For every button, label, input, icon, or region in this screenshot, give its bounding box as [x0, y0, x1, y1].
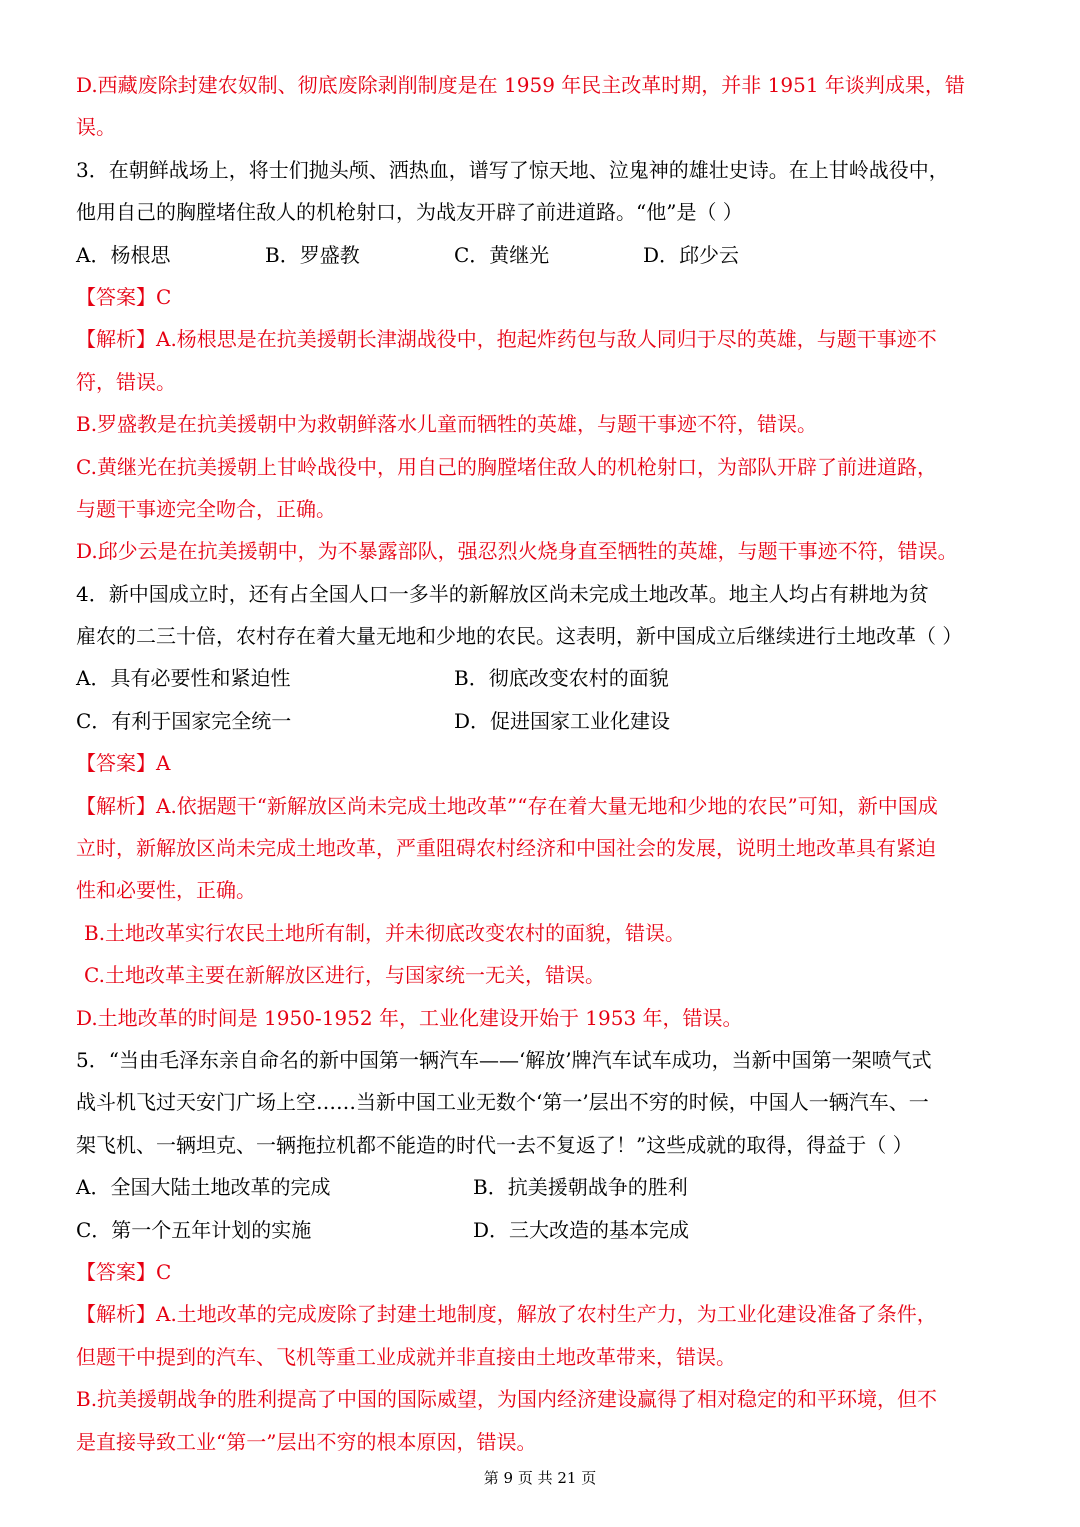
page-footer: 第 9 页 共 21 页 [483, 1469, 597, 1487]
explanation-line: D.西藏废除封建农奴制、彻底废除剥削制度是在 1959 年民主改革时期，并非 1951 年谈判成果，错 [76, 73, 965, 97]
explanation-line: 但题干中提到的汽车、飞机等重工业成就并非直接由土地改革带来，错误。 [76, 1344, 736, 1369]
option-d: D．三大改造的基本完成 [473, 1217, 690, 1242]
option-b: B．抗美援朝战争的胜利 [473, 1175, 688, 1200]
question-5-options [76, 1166, 1008, 1208]
option-a: A．具有必要性和紧迫性 [76, 666, 291, 691]
explanation-line: 符，错误。 [76, 369, 176, 394]
explanation-line: B.土地改革实行农民土地所有制，并未彻底改变农村的面貌，错误。 [84, 920, 686, 945]
option-d: D．邱少云 [643, 242, 740, 267]
explanation-line: 【解析】A.土地改革的完成废除了封建土地制度，解放了农村生产力，为工业化建设准备了条件， [76, 1302, 937, 1327]
question-4-options [76, 657, 1008, 699]
explanation-line: D.土地改革的时间是 1950-1952 年，工业化建设开始于 1953 年，错误。 [76, 1005, 743, 1030]
question-3-options [76, 234, 1008, 276]
question-5-stem: 战斗机飞过天安门广场上空……当新中国工业无数个‘第一’层出不穷的时候，中国人一辆汽车、一 [76, 1090, 929, 1115]
document-page [76, 64, 1008, 1463]
explanation-line: D.邱少云是在抗美援朝中，为不暴露部队，强忍烈火烧身直至牺牲的英雄，与题干事迹不符，错误。 [76, 539, 958, 564]
question-5-stem: 5．“当由毛泽东亲自命名的新中国第一辆汽车——‘解放’牌汽车试车成功，当新中国第一架喷气式 [76, 1047, 932, 1072]
option-c: C．黄继光 [454, 242, 550, 267]
option-a: A．杨根思 [76, 242, 171, 267]
question-4-stem: 4．新中国成立时，还有占全国人口一多半的新解放区尚未完成土地改革。地主人均占有耕地为贫 [76, 581, 929, 606]
option-d: D．促进国家工业化建设 [454, 708, 671, 733]
option-b: B．罗盛教 [265, 242, 360, 267]
explanation-line: C.黄继光在抗美援朝上甘岭战役中，用自己的胸膛堵住敌人的机枪射口，为部队开辟了前进道路， [76, 454, 937, 479]
question-3-answer: 【答案】C [76, 284, 172, 309]
question-5-stem: 架飞机、一辆坦克、一辆拖拉机都不能造的时代一去不复返了！”这些成就的取得，得益于（ ） [76, 1132, 913, 1157]
question-4-options [76, 700, 1008, 742]
question-3-stem: 3．在朝鲜战场上，将士们抛头颅、洒热血，谱写了惊天地、泣鬼神的雄壮史诗。在上甘岭战役中， [76, 157, 949, 182]
explanation-line: 【解析】A.杨根思是在抗美援朝长津湖战役中，抱起炸药包与敌人同归于尽的英雄，与题干事迹不 [76, 327, 937, 352]
explanation-line: B.罗盛教是在抗美援朝中为救朝鲜落水儿童而牺牲的英雄，与题干事迹不符，错误。 [76, 412, 818, 437]
explanation-line: B.抗美援朝战争的胜利提高了中国的国际威望，为国内经济建设赢得了相对稳定的和平环境，但不 [76, 1387, 938, 1412]
question-4-stem: 雇农的二三十倍，农村存在着大量无地和少地的农民。这表明，新中国成立后继续进行土地改革（ ） [76, 624, 963, 649]
explanation-line: 立时，新解放区尚未完成土地改革，严重阻碍农村经济和中国社会的发展，说明土地改革具有紧迫 [76, 836, 936, 861]
explanation-line: 误。 [76, 115, 116, 140]
explanation-line: 【解析】A.依据题干“新解放区尚未完成土地改革”“存在着大量无地和少地的农民”可知，新中国成 [76, 793, 938, 818]
question-3-stem: 他用自己的胸膛堵住敌人的机枪射口，为战友开辟了前进道路。“他”是（ ） [76, 200, 743, 225]
option-c: C．有利于国家完全统一 [76, 708, 292, 733]
option-b: B．彻底改变农村的面貌 [454, 666, 669, 691]
explanation-line: C.土地改革主要在新解放区进行，与国家统一无关，错误。 [84, 963, 605, 988]
explanation-line: 是直接导致工业“第一”层出不穷的根本原因，错误。 [76, 1429, 537, 1454]
option-a: A．全国大陆土地改革的完成 [76, 1175, 331, 1200]
question-4-answer: 【答案】A [76, 751, 171, 776]
question-5-answer: 【答案】C [76, 1259, 172, 1284]
option-c: C．第一个五年计划的实施 [76, 1217, 312, 1242]
explanation-line: 与题干事迹完全吻合，正确。 [76, 496, 336, 521]
question-5-options [76, 1209, 1008, 1251]
explanation-line: 性和必要性，正确。 [76, 878, 256, 903]
